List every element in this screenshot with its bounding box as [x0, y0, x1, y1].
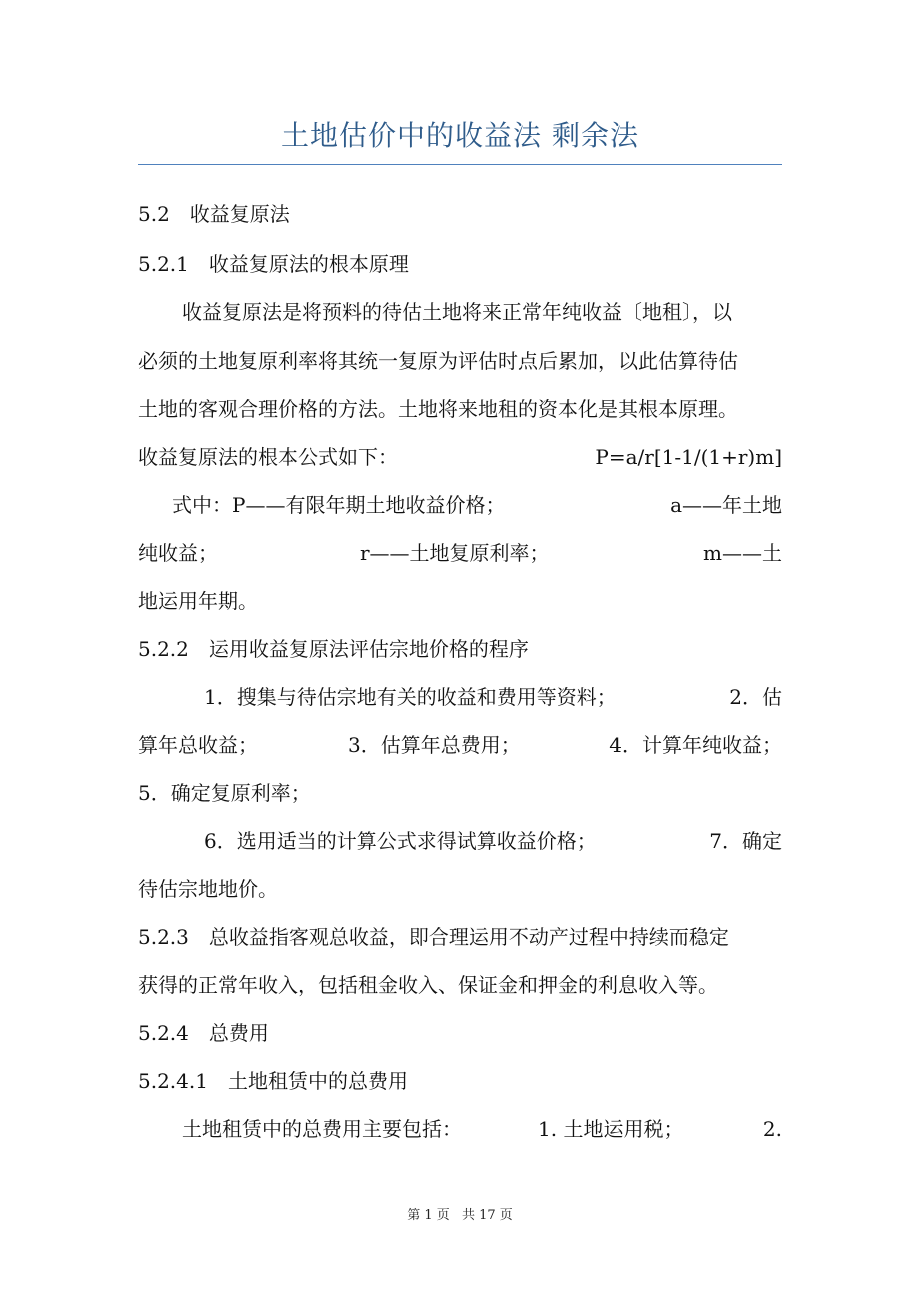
heading-5-2-3: 5.2.3 总收益指客观总收益，即合理运用不动产过程中持续而稳定 — [138, 925, 729, 949]
step-4: 4．计算年纯收益； — [609, 733, 782, 757]
heading-5-2-2: 5.2.2 运用收益复原法评估宗地价格的程序 — [138, 637, 529, 661]
definition-p: 式中：P——有限年期土地收益价格； — [172, 493, 506, 517]
lease-item-1: 1. 土地运用税； — [538, 1117, 684, 1141]
definition-m-part1: m——土 — [703, 541, 782, 565]
step-6: 6．选用适当的计算公式求得试算收益价格； — [204, 829, 597, 853]
definition-m-part2: 地运用年期。 — [138, 589, 258, 613]
paragraph-line-3: 土地的客观合理价格的方法。土地将来地租的资本化是其根本原理。 — [138, 397, 738, 421]
formula-line — [138, 433, 782, 481]
definition-line-2 — [138, 529, 782, 577]
document-title: 土地估价中的收益法 剩余法 — [281, 119, 639, 152]
step-5: 5．确定复原利率； — [138, 781, 311, 805]
lease-item-2: 2. — [762, 1117, 782, 1141]
step-7-part1: 7．确定 — [709, 829, 782, 853]
heading-5-2-4-1: 5.2.4.1 土地租赁中的总费用 — [138, 1069, 408, 1093]
steps-line-2 — [138, 721, 782, 769]
definition-a-part1: a——年土地 — [670, 493, 782, 517]
paragraph-line-2: 必须的土地复原利率将其统一复原为评估时点后累加，以此估算待估 — [138, 349, 738, 373]
formula-label: 收益复原法的根本公式如下： — [138, 445, 398, 469]
page-number: 第 1 页 — [407, 1208, 450, 1223]
heading-5-2: 5.2 收益复原法 — [138, 202, 290, 226]
lease-intro: 土地租赁中的总费用主要包括： — [182, 1117, 462, 1141]
page-total: 共 17 页 — [461, 1208, 513, 1223]
paragraph-5-2-3-cont: 获得的正常年收入，包括租金收入、保证金和押金的利息收入等。 — [138, 973, 718, 997]
definition-line-1 — [172, 481, 782, 529]
heading-5-2-1: 5.2.1 收益复原法的根本原理 — [138, 252, 409, 276]
step-2-part2: 算年总收益； — [138, 733, 258, 757]
title-underline — [138, 164, 782, 165]
step-3: 3．估算年总费用； — [348, 733, 521, 757]
lease-line — [182, 1105, 782, 1153]
definition-a-part2: 纯收益； — [138, 541, 218, 565]
step-1: 1．搜集与待估宗地有关的收益和费用等资料； — [204, 685, 617, 709]
steps-line-3 — [204, 817, 782, 865]
step-7-part2: 待估宗地地价。 — [138, 877, 278, 901]
step-2-part1: 2．估 — [729, 685, 782, 709]
page-footer — [0, 1202, 920, 1230]
heading-5-2-4: 5.2.4 总费用 — [138, 1021, 269, 1045]
definition-r: r——土地复原利率； — [360, 541, 550, 565]
formula: P=a/r[1-1/(1+r)m] — [595, 445, 782, 469]
paragraph-line-1: 收益复原法是将预料的待估土地将来正常年纯收益〔地租〕，以 — [182, 300, 732, 324]
steps-line-1 — [204, 673, 782, 721]
